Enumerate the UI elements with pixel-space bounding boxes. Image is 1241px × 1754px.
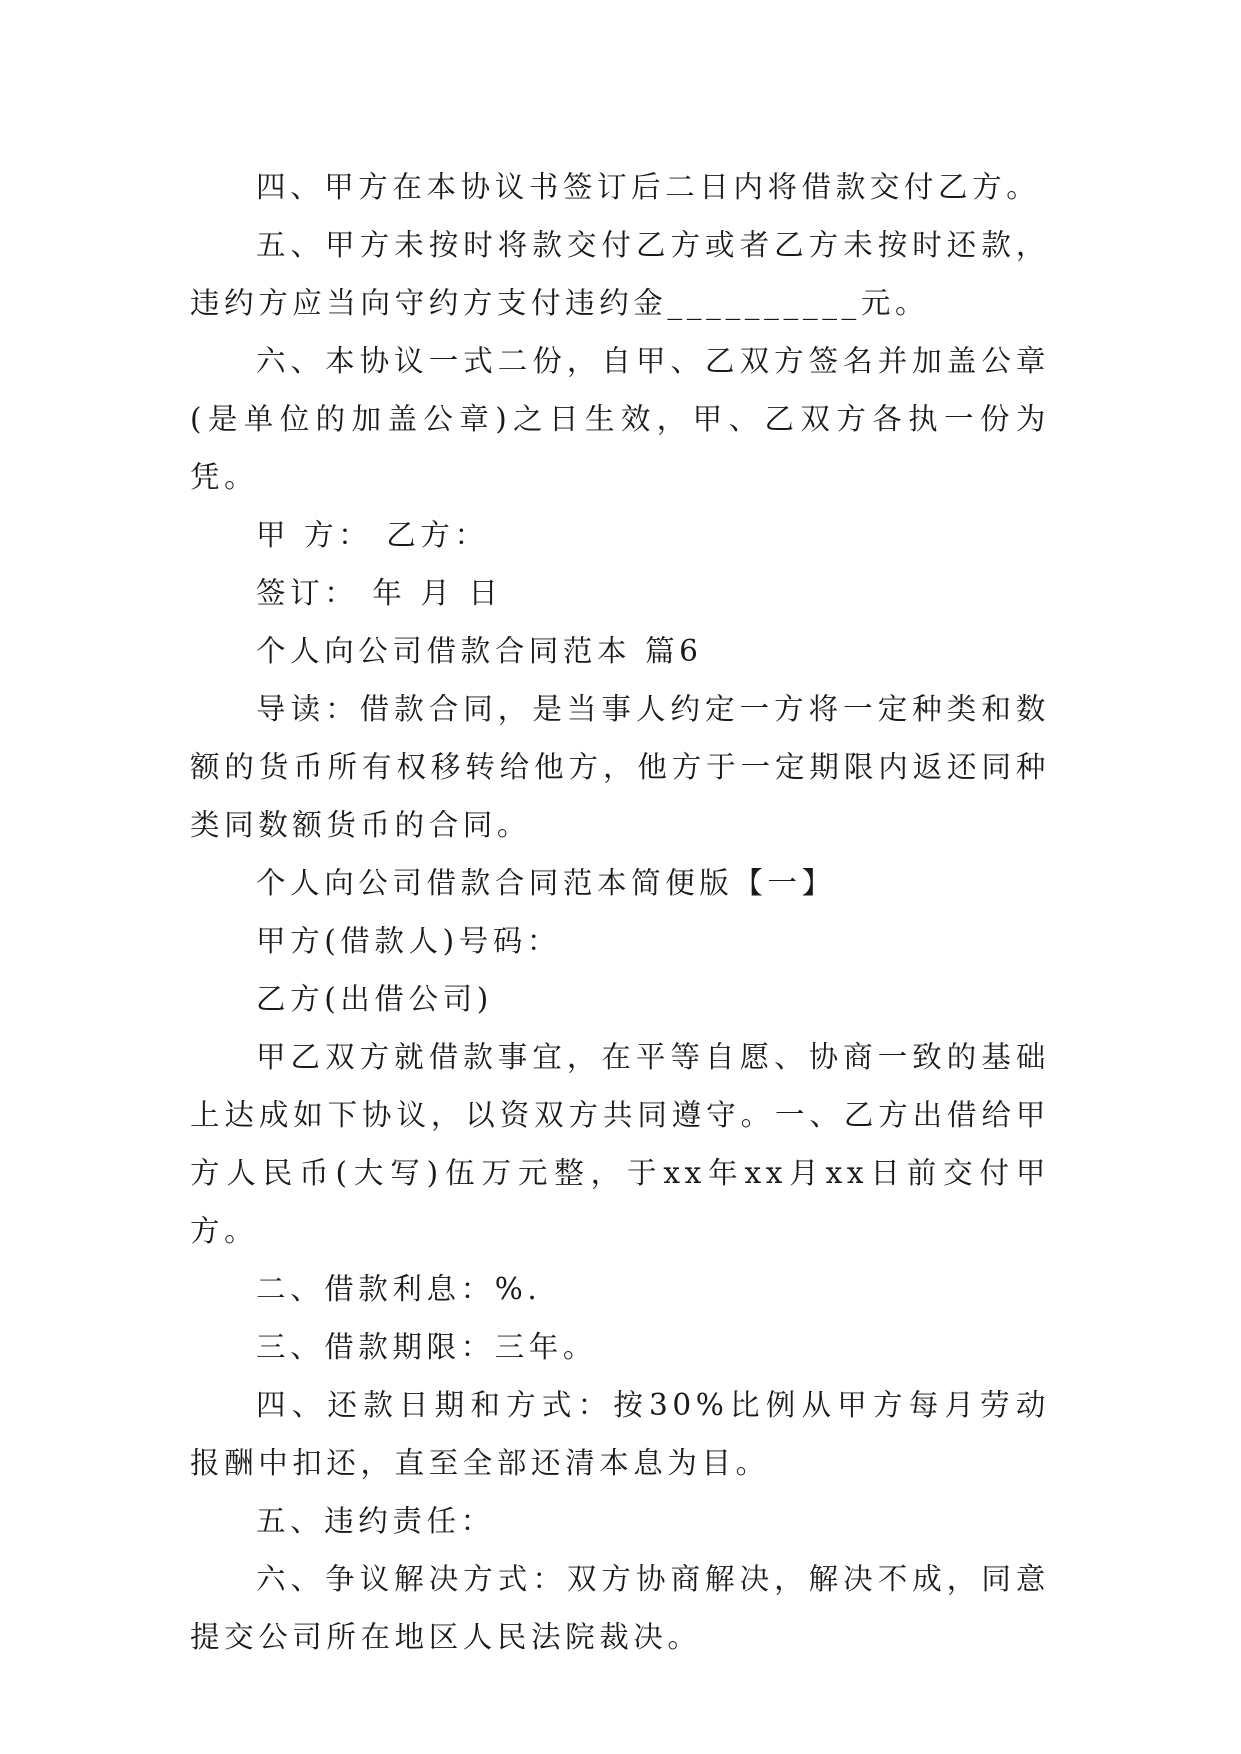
paragraph-clause-6-effect: 六、本协议一式二份，自甲、乙双方签名并加盖公章(是单位的加盖公章)之日生效，甲、乙双方各执一份为凭。 — [190, 344, 1050, 494]
paragraph-party-a: 甲方(借款人)号码： — [256, 924, 562, 958]
paragraph-parties-signature: 甲 方： 乙方： — [256, 518, 489, 552]
paragraph-party-b: 乙方(出借公司) — [256, 982, 493, 1016]
document-body — [190, 158, 1050, 1666]
paragraph-signing-date: 签订： 年 月 日 — [256, 576, 503, 610]
paragraph-clause-6-dispute: 六、争议解决方式：双方协商解决，解决不成，同意提交公司所在地区人民法院裁决。 — [190, 1562, 1050, 1654]
paragraph-clause-5-liability: 五、违约责任： — [256, 1504, 495, 1538]
subsection-title-simple-version: 个人向公司借款合同范本简便版【一】 — [256, 866, 836, 900]
paragraph-clause-4-delivery: 四、甲方在本协议书签订后二日内将借款交付乙方。 — [256, 170, 1041, 204]
paragraph-clause-2-interest: 二、借款利息：%. — [256, 1272, 542, 1306]
paragraph-agreement-preamble: 甲乙双方就借款事宜，在平等自愿、协商一致的基础上达成如下协议，以资双方共同遵守。一、乙方出借给甲方人民币(大写)伍万元整，于xx年xx月xx日前交付甲方。 — [190, 1040, 1050, 1248]
paragraph-clause-4-repayment: 四、还款日期和方式：按30%比例从甲方每月劳动报酬中扣还，直至全部还清本息为目。 — [190, 1388, 1050, 1480]
paragraph-clause-5-breach: 五、甲方未按时将款交付乙方或者乙方未按时还款，违约方应当向守约方支付违约金__________元。 — [190, 228, 1050, 320]
paragraph-intro: 导读：借款合同，是当事人约定一方将一定种类和数额的货币所有权移转给他方，他方于一定期限内返还同种类同数额货币的合同。 — [190, 692, 1050, 842]
section-title-part-6: 个人向公司借款合同范本 篇6 — [256, 634, 703, 668]
paragraph-clause-3-term: 三、借款期限：三年。 — [256, 1330, 598, 1364]
